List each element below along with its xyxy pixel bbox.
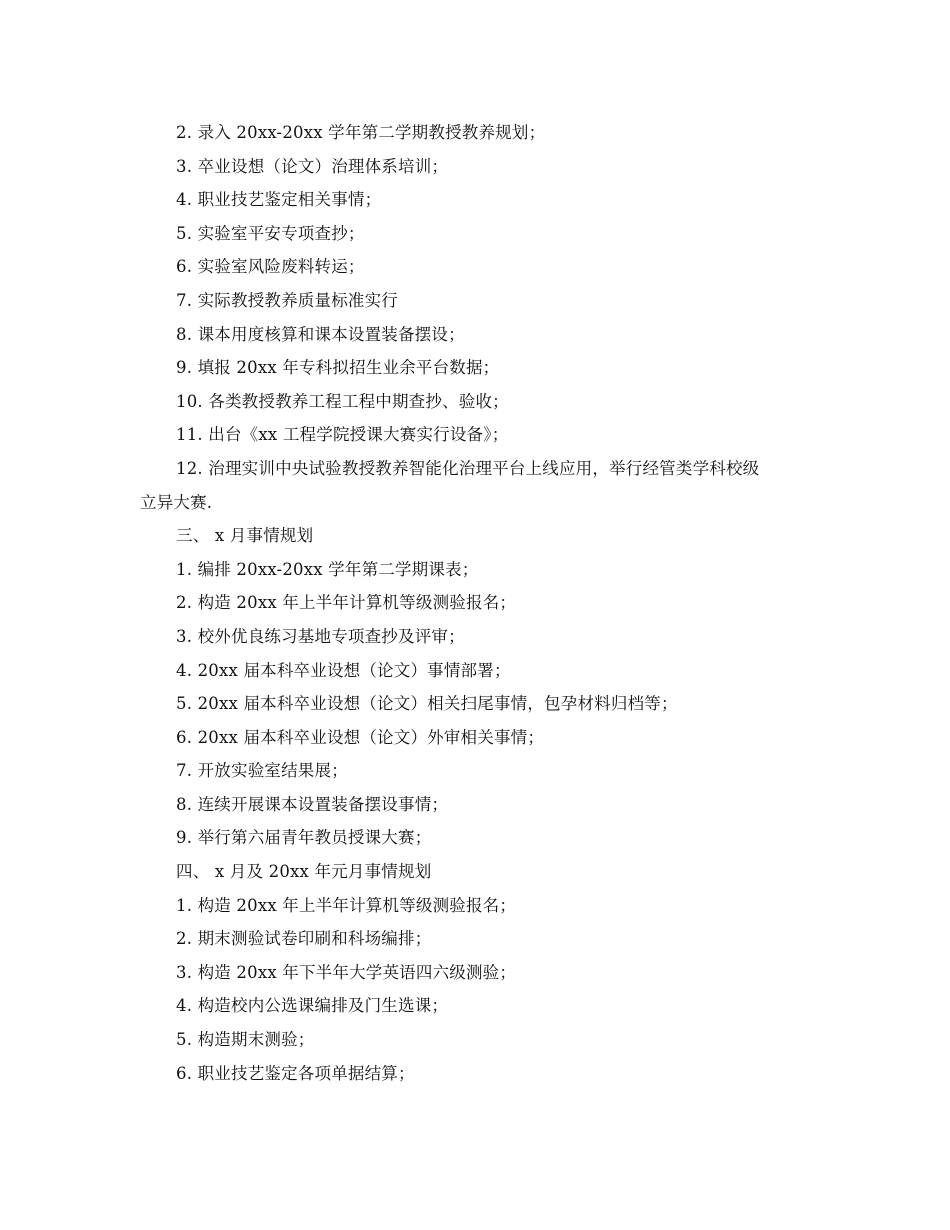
list-item: 10. 各类教授教养工程工程中期查抄、验收； [176,391,509,411]
list-item: 6. 实验室风险废料转运； [176,257,365,277]
section-heading: 四、 x 月及 20xx 年元月事情规划 [176,862,432,882]
list-item: 12. 治理实训中央试验教授教养智能化治理平台上线应用，举行经管类学科校级 [176,458,760,478]
list-item-continuation: 立异大赛. [140,492,213,512]
list-item: 3. 校外优良练习基地专项查抄及评审； [176,626,465,646]
list-item: 2. 期末测验试卷印刷和科场编排； [176,929,432,949]
list-item: 5. 20xx 届本科卒业设想（论文）相关扫尾事情，包孕材料归档等； [176,694,678,714]
list-item: 7. 实际教授教养质量标准实行 [176,290,398,310]
list-item: 1. 构造 20xx 年上半年计算机等级测验报名； [176,895,517,915]
document-body [140,116,820,1090]
list-item: 9. 填报 20xx 年专科拟招生业余平台数据； [176,358,500,378]
list-item: 8. 课本用度核算和课本设置装备摆设； [176,324,465,344]
list-item: 2. 录入 20xx-20xx 学年第二学期教授教养规划； [176,123,546,142]
list-item: 3. 构造 20xx 年下半年大学英语四六级测验； [176,962,517,982]
list-item: 5. 实验室平安专项查抄； [176,223,365,243]
list-item: 3. 卒业设想（论文）治理体系培训； [176,156,449,176]
list-item: 8. 连续开展课本设置装备摆设事情； [176,794,449,814]
section-heading: 三、 x 月事情规划 [176,526,314,546]
list-item: 4. 20xx 届本科卒业设想（论文）事情部署； [176,660,511,680]
list-item: 9. 举行第六届青年教员授课大赛； [176,828,432,848]
list-item: 7. 开放实验室结果展； [176,761,348,781]
list-item: 11. 出台《xx 工程学院授课大赛实行设备》； [176,425,509,445]
list-item: 6. 20xx 届本科卒业设想（论文）外审相关事情； [176,727,545,747]
list-item: 2. 构造 20xx 年上半年计算机等级测验报名； [176,593,517,613]
list-item: 6. 职业技艺鉴定各项单据结算； [176,1063,415,1083]
list-item: 4. 职业技艺鉴定相关事情； [176,190,382,210]
list-item: 5. 构造期末测验； [176,1030,315,1050]
list-item: 1. 编排 20xx-20xx 学年第二学期课表； [176,559,479,579]
list-item: 4. 构造校内公选课编排及门生选课； [176,996,449,1016]
